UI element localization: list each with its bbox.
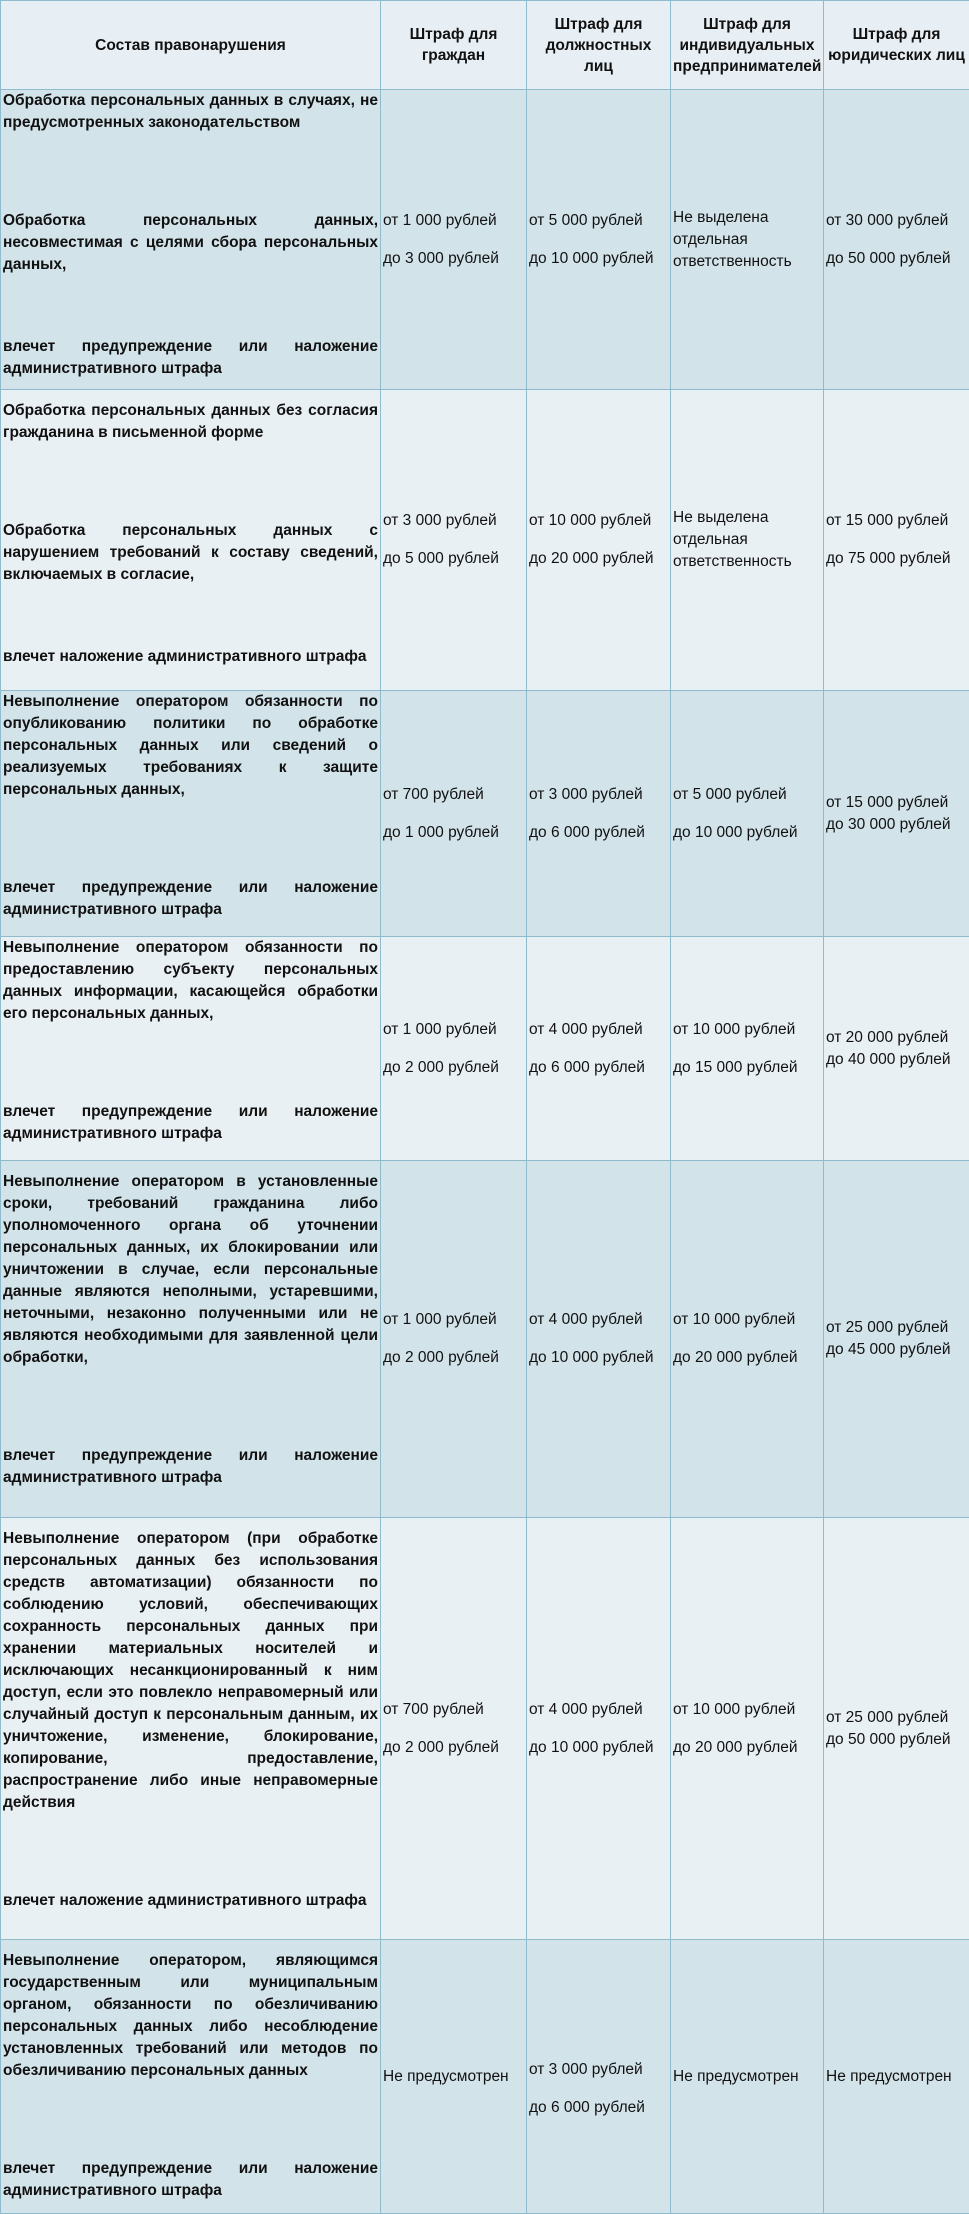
table-row: [1, 90, 969, 390]
fine-from: от 10 000 рублей: [673, 1020, 796, 1038]
fine-from: от 1 000 рублей: [383, 1311, 497, 1328]
header-violation: Состав правонарушения: [1, 1, 381, 90]
table-row: [1, 691, 969, 937]
violation-verdict: влечет предупреждение или наложение административного штрафа: [3, 1447, 378, 1486]
fine-legal: [824, 691, 969, 937]
fine-to: до 15 000 рублей: [673, 1058, 798, 1076]
fine-to: до 2 000 рублей: [383, 1738, 499, 1756]
fine-to: до 75 000 рублей: [826, 550, 951, 567]
header-officials: Штраф для должностных лиц: [527, 1, 671, 90]
fine-from: от 3 000 рублей: [383, 512, 497, 529]
fine-from: от 3 000 рублей: [529, 2060, 643, 2078]
fine-to: до 6 000 рублей: [529, 1058, 645, 1076]
violation-verdict: влечет наложение административного штрафа: [3, 648, 367, 665]
fine-note: Не выделена отдельная ответственность: [673, 509, 792, 570]
violation-text-secondary: Обработка персональных данных с нарушением требований к составу сведений, включаемых в согласие,: [3, 522, 378, 583]
fine-to: до 5 000 рублей: [383, 550, 499, 567]
fine-legal: [824, 1518, 969, 1940]
violation-cell: [1, 691, 381, 937]
violation-cell: [1, 1161, 381, 1518]
fine-to: до 10 000 рублей: [529, 1738, 654, 1756]
fine-to: до 6 000 рублей: [529, 823, 645, 841]
violation-verdict: влечет предупреждение или наложение административного штрафа: [3, 879, 378, 918]
fine-from: от 3 000 рублей: [529, 785, 643, 803]
fine-entrepreneurs: [671, 1161, 824, 1518]
fine-from: от 20 000 рублей: [826, 1028, 949, 1046]
fine-from: от 15 000 рублей: [826, 512, 949, 529]
fine-to: до 20 000 рублей: [673, 1738, 798, 1756]
fine-to: до 10 000 рублей: [673, 823, 798, 841]
fine-to: до 2 000 рублей: [383, 1058, 499, 1076]
violation-verdict: влечет наложение административного штрафа: [3, 1892, 367, 1909]
fine-note: Не предусмотрен: [673, 2067, 799, 2085]
fine-from: от 5 000 рублей: [529, 211, 643, 229]
violation-text: Невыполнение оператором обязанности по опубликованию политики по обработке персональных данных или сведений о реализуемых требованиях к защите персональных данных,: [3, 693, 378, 798]
violation-cell: [1, 937, 381, 1161]
fine-from: от 1 000 рублей: [383, 1020, 497, 1038]
fine-legal: [824, 1940, 969, 2214]
violation-text-secondary: Обработка персональных данных, несовместимая с целями сбора персональных данных,: [3, 212, 378, 273]
fine-legal: [824, 1161, 969, 1518]
fine-from: от 25 000 рублей: [826, 1319, 949, 1336]
header-legal: Штраф для юридических лиц: [824, 1, 969, 90]
violation-text: Обработка персональных данных в случаях, не предусмотренных законодательством: [3, 92, 378, 131]
fine-to: до 3 000 рублей: [383, 249, 499, 267]
fine-from: от 4 000 рублей: [529, 1020, 643, 1038]
violation-text: Невыполнение оператором, являющимся государственным или муниципальным органом, обязанности по обезличиванию персональных данных либо несоблюдение установленных требований или методов по обезличиванию персональных данных: [3, 1952, 378, 2079]
fine-officials: [527, 390, 671, 691]
fine-entrepreneurs: [671, 90, 824, 390]
fine-from: от 10 000 рублей: [529, 512, 652, 529]
header-entrepreneurs: Штраф для индивидуальных предпринимателей: [671, 1, 824, 90]
fine-entrepreneurs: [671, 1518, 824, 1940]
fine-note: Не предусмотрен: [826, 2067, 952, 2085]
fine-to: до 50 000 рублей: [826, 1730, 951, 1748]
table-row: [1, 1161, 969, 1518]
fine-to: до 1 000 рублей: [383, 823, 499, 841]
violation-cell: [1, 1518, 381, 1940]
fine-officials: [527, 691, 671, 937]
fine-to: до 50 000 рублей: [826, 249, 951, 267]
violation-cell: [1, 90, 381, 390]
fine-to: до 20 000 рублей: [529, 550, 654, 567]
violation-verdict: влечет предупреждение или наложение административного штрафа: [3, 1103, 378, 1142]
fine-note: Не выделена отдельная ответственность: [673, 208, 792, 270]
fine-from: от 5 000 рублей: [673, 785, 787, 803]
fine-citizens: [381, 937, 527, 1161]
fine-from: от 700 рублей: [383, 785, 484, 803]
fine-from: от 700 рублей: [383, 1700, 484, 1718]
fine-from: от 25 000 рублей: [826, 1708, 949, 1726]
fine-to: до 2 000 рублей: [383, 1349, 499, 1366]
fine-from: от 4 000 рублей: [529, 1311, 643, 1328]
header-row: [1, 1, 969, 90]
fine-entrepreneurs: [671, 691, 824, 937]
fine-from: от 1 000 рублей: [383, 211, 497, 229]
fine-officials: [527, 1940, 671, 2214]
fine-to: до 10 000 рублей: [529, 249, 654, 267]
table-row: [1, 390, 969, 691]
fine-from: от 15 000 рублей: [826, 793, 949, 811]
fine-citizens: [381, 691, 527, 937]
violation-cell: [1, 390, 381, 691]
fine-from: от 4 000 рублей: [529, 1700, 643, 1718]
violation-verdict: влечет предупреждение или наложение административного штрафа: [3, 338, 378, 377]
fine-entrepreneurs: [671, 937, 824, 1161]
table-row: [1, 1518, 969, 1940]
violation-text: Невыполнение оператором обязанности по предоставлению субъекту персональных данных информации, касающейся обработки его персональных данных,: [3, 939, 378, 1022]
fine-entrepreneurs: [671, 1940, 824, 2214]
fine-to: до 45 000 рублей: [826, 1341, 951, 1358]
fine-note: Не предусмотрен: [383, 2067, 509, 2085]
violation-text: Невыполнение оператором (при обработке персональных данных без использования средств автоматизации) обязанности по соблюдению условий, обеспечивающих сохранность персональных данных при хранении материальных носителей и исключающих несанкционированный к ним доступ, если это повлекло неправомерный или случайный доступ к персональным данным, их уничтожение, изменение, блокирование, копирование, предоставление, распространение либо иные неправомерные действия: [3, 1530, 378, 1811]
violation-text: Обработка персональных данных без согласия гражданина в письменной форме: [3, 402, 378, 441]
fine-entrepreneurs: [671, 390, 824, 691]
fine-legal: [824, 390, 969, 691]
fine-to: до 10 000 рублей: [529, 1349, 654, 1366]
fine-officials: [527, 1161, 671, 1518]
fine-to: до 40 000 рублей: [826, 1050, 951, 1068]
fine-citizens: [381, 1940, 527, 2214]
fine-officials: [527, 90, 671, 390]
fine-citizens: [381, 390, 527, 691]
fine-officials: [527, 1518, 671, 1940]
fine-legal: [824, 937, 969, 1161]
fine-legal: [824, 90, 969, 390]
fine-citizens: [381, 90, 527, 390]
fine-officials: [527, 937, 671, 1161]
violation-cell: [1, 1940, 381, 2214]
fine-from: от 10 000 рублей: [673, 1311, 796, 1328]
fine-from: от 30 000 рублей: [826, 211, 949, 229]
header-citizens: Штраф для граждан: [381, 1, 527, 90]
violation-text: Невыполнение оператором в установленные сроки, требований гражданина либо уполномоченного органа об уточнении персональных данных, их блокировании или уничтожении в случае, если персональные данные являются неполными, устаревшими, неточными, незаконно полученными или не являются необходимыми для заявленной цели обработки,: [3, 1173, 378, 1366]
fine-to: до 20 000 рублей: [673, 1349, 798, 1366]
fine-to: до 30 000 рублей: [826, 815, 951, 833]
fine-from: от 10 000 рублей: [673, 1700, 796, 1718]
violation-verdict: влечет предупреждение или наложение административного штрафа: [3, 2160, 378, 2199]
fine-to: до 6 000 рублей: [529, 2098, 645, 2116]
fine-citizens: [381, 1518, 527, 1940]
table-row: [1, 1940, 969, 2214]
table-row: [1, 937, 969, 1161]
fine-citizens: [381, 1161, 527, 1518]
